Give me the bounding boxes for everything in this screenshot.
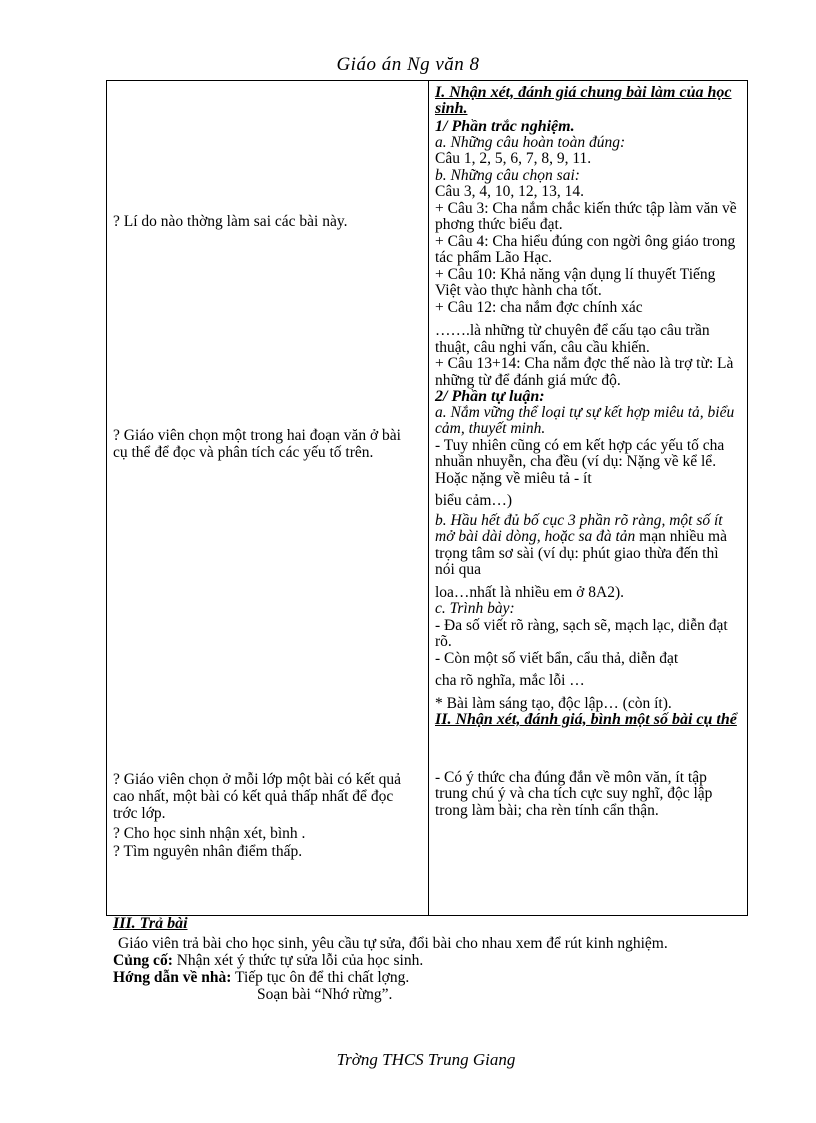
column-divider (428, 81, 429, 915)
homework-label: Hớng dẫn về nhà: (113, 968, 232, 986)
part-2-b-block (435, 513, 741, 579)
cau-10: + Câu 10: Khả năng vận dụng lí thuyết Tiếng Việt vào thực hành cha tốt. (435, 265, 716, 299)
part-2-note: * Bài làm sáng tạo, độc lập… (còn ít). (435, 694, 672, 712)
question-5: ? Tìm nguyên nhân điểm thấp. (113, 843, 303, 860)
page-header: Giáo án Ng văn 8 (336, 54, 480, 75)
section-2-text: - Có ý thức cha đúng đắn về môn văn, ít tập trung chú ý và cha tích cực suy nghĩ, độc lập trong làm bài; cha rèn tính cẩn thận. (435, 768, 713, 819)
bottom-section (113, 916, 753, 1003)
question-3: ? Giáo viên chọn ở mỗi lớp một bài có kết quả cao nhất, một bài có kết quả thấp nhất để đọc trớc lớp. (113, 771, 402, 822)
homework-text: Tiếp tục ôn để thi chất lợng. (231, 968, 410, 986)
question-4: ? Cho học sinh nhận xét, bình . (113, 825, 306, 842)
part-2-c-3: cha rõ nghĩa, mắc lỗi … (435, 672, 585, 689)
part-2-b-text: mạn nhiều mà trọng tâm sơ sài (ví dụ: phút giao thừa đến thì nói qua (435, 528, 727, 578)
cau-12: + Câu 12: cha nắm đợc chính xác (435, 298, 643, 316)
part-2-b-text2: loa…nhất là nhiều em ở 8A2). (435, 583, 624, 601)
cau-12-cont: …….là những từ chuyên để cấu tạo câu trần thuật, câu nghi vấn, câu cầu khiến. (435, 322, 710, 356)
part-2-a-text2: biểu cảm…) (435, 492, 513, 509)
section-1-title: I. Nhận xét, đánh giá chung bài làm của học sinh. (435, 84, 732, 117)
part-1-b-list: Câu 3, 4, 10, 12, 13, 14. (435, 183, 584, 200)
part-2-c-1: - Đa số viết rõ ràng, sạch sẽ, mạch lạc, diễn đạt rõ. (435, 616, 728, 650)
part-1-title: 1/ Phần trắc nghiệm. (435, 118, 575, 135)
part-2-a-text: - Tuy nhiên cũng có em kết hợp các yếu tố cha nhuần nhuyễn, cha đều (ví dụ: Nặng về kể lể. Hoặc nặng về miêu tả - ít (435, 436, 725, 487)
part-1-b: b. Những câu chọn sai: (435, 166, 580, 184)
part-2-c: c. Trình bày: (435, 600, 515, 617)
section-3-text: Giáo viên trả bài cho học sinh, yêu cầu tự sửa, đổi bài cho nhau xem để rút kinh nghiệm. (118, 934, 668, 952)
part-2-title: 2/ Phần tự luận: (435, 388, 545, 405)
part-1-a-list: Câu 1, 2, 5, 6, 7, 8, 9, 11. (435, 150, 592, 167)
content-column (435, 85, 741, 819)
cau-3: + Câu 3: Cha nắm chắc kiến thức tập làm văn về phơng thức biểu đạt. (435, 199, 737, 233)
cau-4: + Câu 4: Cha hiểu đúng con ngời ông giáo trong tác phẩm Lão Hạc. (435, 232, 736, 266)
cung-co-line (113, 952, 753, 969)
part-2-b: b. Hầu hết đủ bố cục 3 phần rõ ràng, một số ít mở bài dài dòng, hoặc sa đà tản (435, 511, 723, 545)
question-2: ? Giáo viên chọn một trong hai đoạn văn ở bài cụ thể để đọc và phân tích các yếu tố trên. (113, 427, 401, 461)
homework-text-2: Soạn bài “Nhớ rừng”. (257, 985, 393, 1003)
cung-co-text: Nhận xét ý thức tự sửa lỗi của học sinh. (172, 951, 424, 969)
cau-13-14: + Câu 13+14: Cha nắm đợc thế nào là trợ từ: Là những từ để đánh giá mức độ. (435, 355, 734, 389)
page-footer: Trờng THCS Trung Giang (336, 1050, 516, 1069)
part-1-a: a. Những câu hoàn toàn đúng: (435, 133, 626, 151)
lesson-table (106, 80, 748, 916)
section-3-title: III. Trả bài (113, 915, 188, 932)
part-2-c-2: - Còn một số viết bẩn, cẩu thả, diễn đạt (435, 649, 679, 667)
section-2-title: II. Nhận xét, đánh giá, bình một số bài cụ thể (435, 711, 737, 728)
part-2-a: a. Nắm vững thể loại tự sự kết hợp miêu tả, biểu cảm, thuyết minh. (435, 403, 735, 437)
cung-co-label: Củng cố: (113, 951, 173, 969)
homework-line (113, 969, 753, 986)
question-1: ? Lí do nào thờng làm sai các bài này. (113, 213, 348, 230)
